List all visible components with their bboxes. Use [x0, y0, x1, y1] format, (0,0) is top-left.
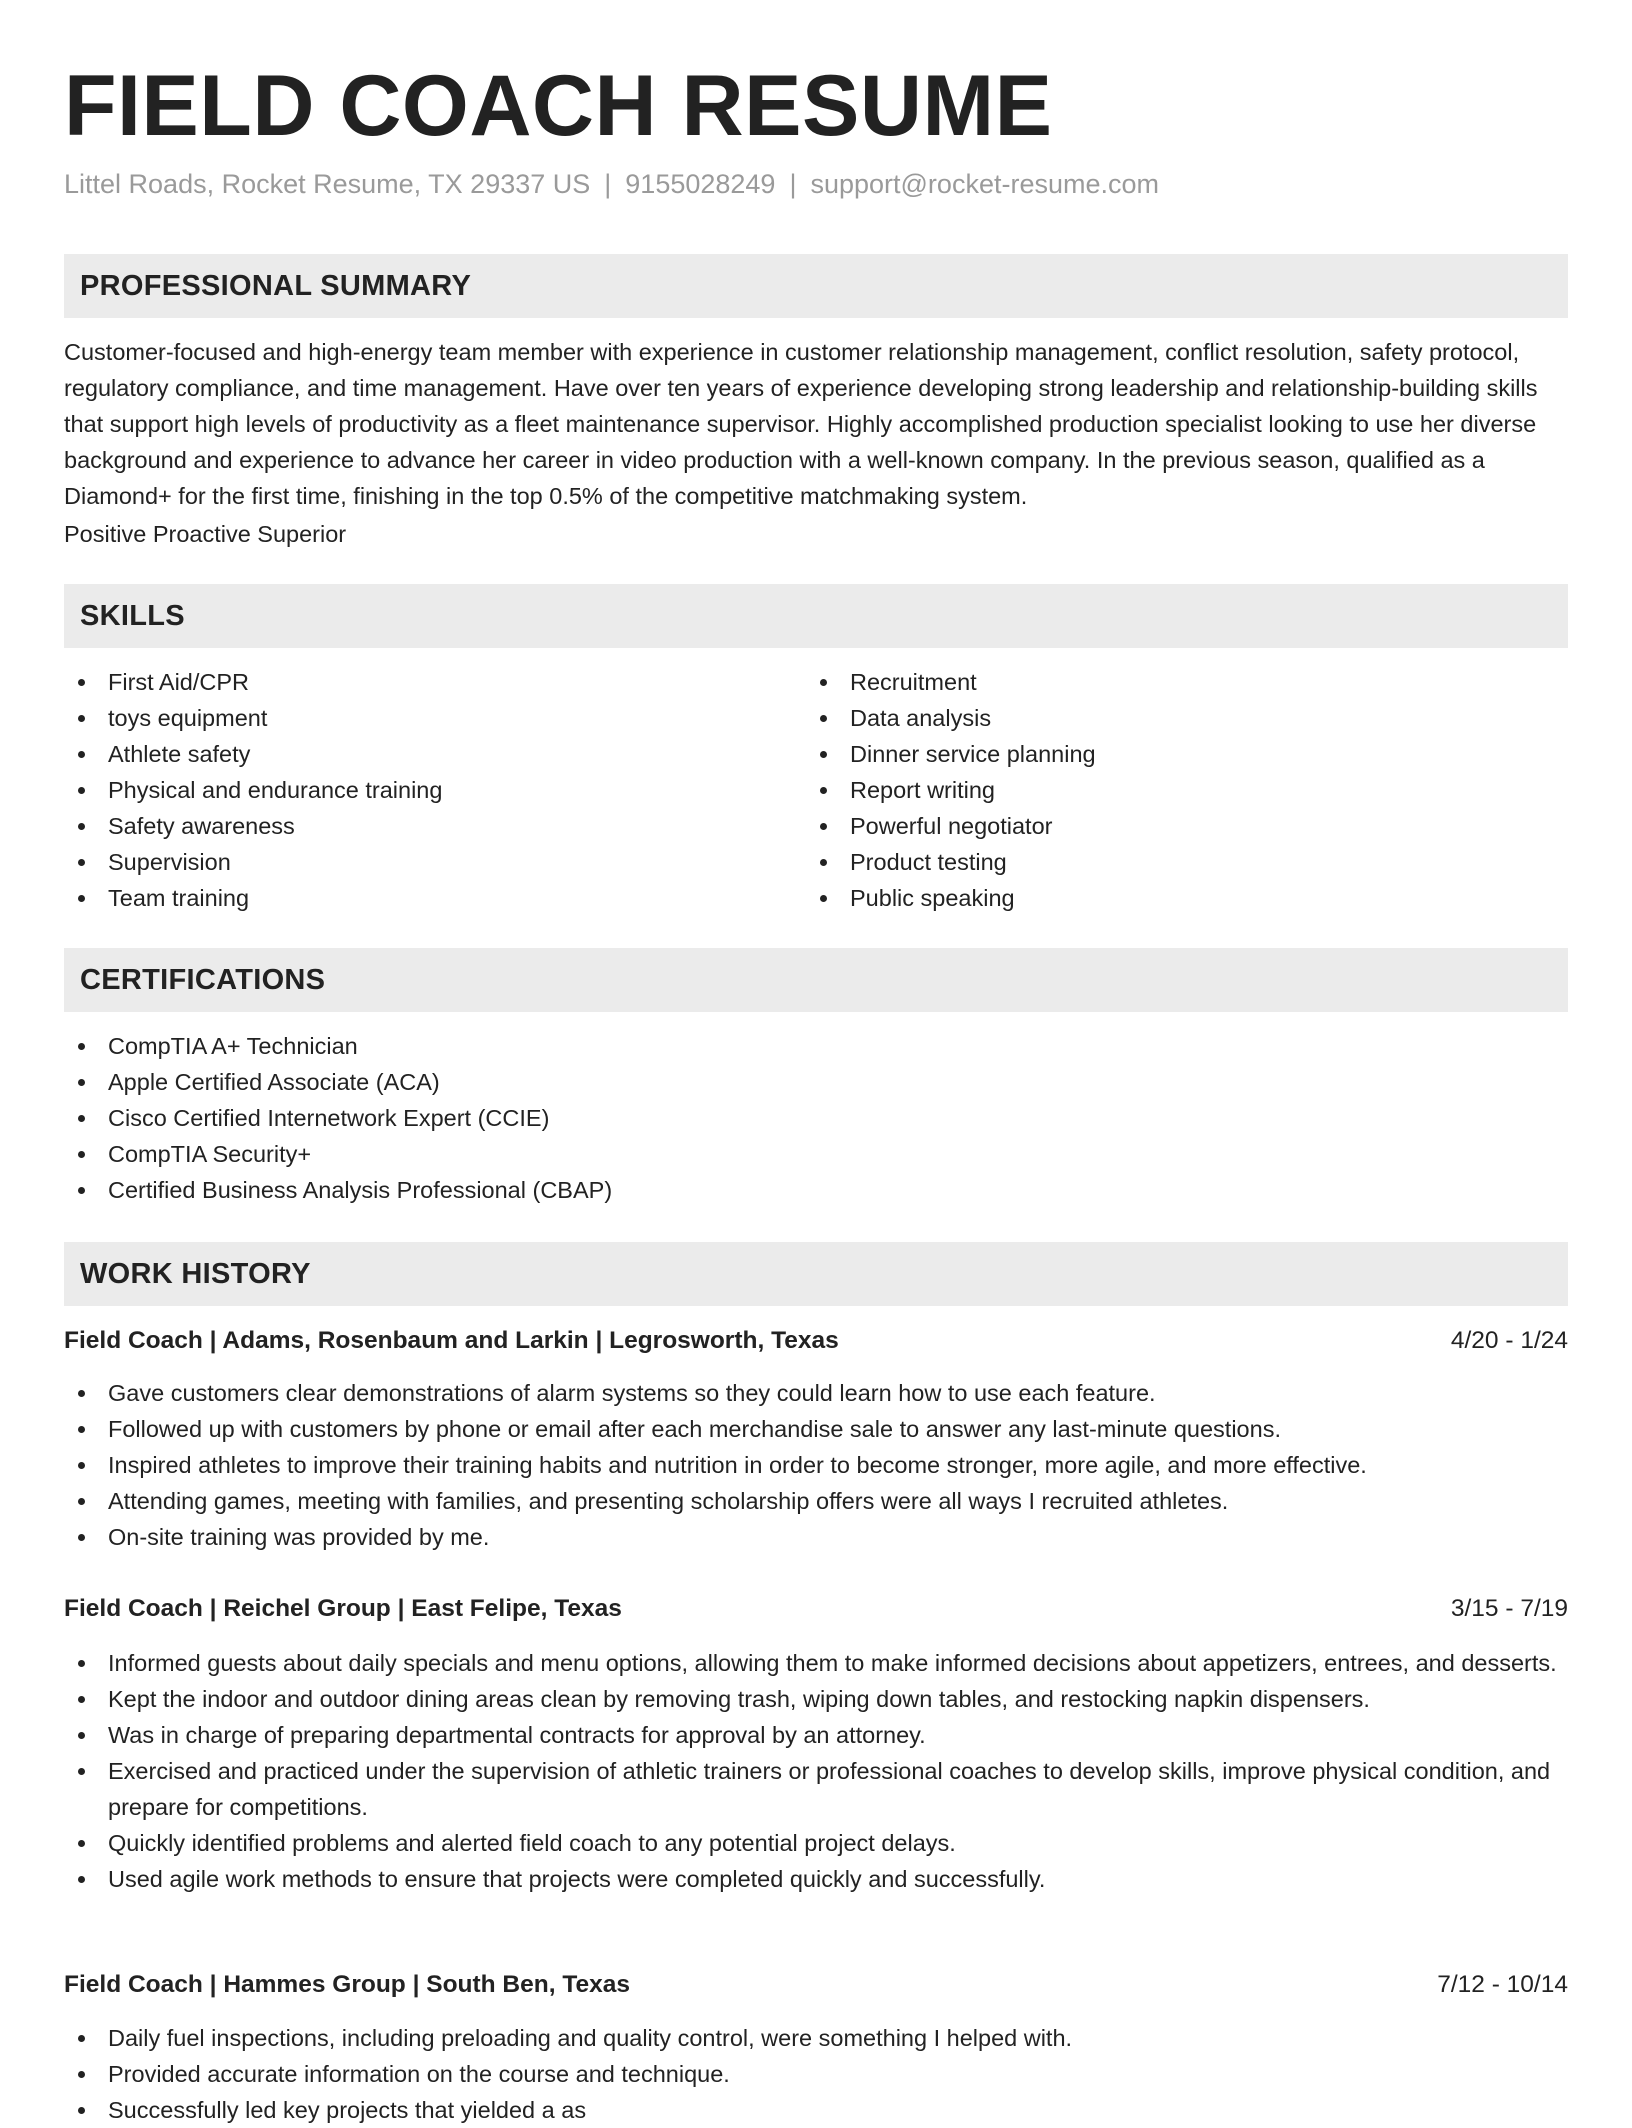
resume-title: FIELD COACH RESUME: [64, 58, 1053, 154]
contact-address: Littel Roads, Rocket Resume, TX 29337 US: [64, 169, 591, 199]
skills-right-column: [806, 664, 1506, 916]
job-bullet: Attending games, meeting with families, and presenting scholarship offers were all ways I recruited athletes.: [64, 1483, 1568, 1519]
skills-left-column: [64, 664, 764, 916]
job-bullet: Daily fuel inspections, including preloading and quality control, were something I helped with.: [64, 2020, 1568, 2056]
summary-tagline: Positive Proactive Superior: [64, 521, 347, 547]
skill-item: First Aid/CPR: [64, 664, 764, 700]
section-header-certifications: [64, 948, 1568, 1012]
section-header-work-history: [64, 1242, 1568, 1306]
skill-item: toys equipment: [64, 700, 764, 736]
job-bullet: Inspired athletes to improve their training habits and nutrition in order to become stronger, more agile, and more effective.: [64, 1447, 1568, 1483]
job-bullet: Kept the indoor and outdoor dining areas clean by removing trash, wiping down tables, and restocking napkin dispensers.: [64, 1681, 1568, 1717]
job-bullet: On-site training was provided by me.: [64, 1519, 1568, 1555]
job-header: [64, 1321, 1568, 1361]
job-bullet: Exercised and practiced under the supervision of athletic trainers or professional coaches to develop skills, improve physical condition, and prepare for competitions.: [64, 1753, 1568, 1825]
summary-text: Customer-focused and high-energy team member with experience in customer relationship management, conflict resolution, safety protocol, regulatory compliance, and time management. Have over ten years of experience developing strong leadership and relationship-building skills that support high levels of productivity as a fleet maintenance supervisor. Highly accomplished production specialist looking to use her diverse background and experience to advance her career in video production with a well-known company. In the previous season, qualified as a Diamond+ for the first time, finishing in the top 0.5% of the competitive matchmaking system.: [64, 339, 1538, 509]
skill-item: Powerful negotiator: [806, 808, 1506, 844]
section-header-summary: [64, 254, 1568, 318]
job-header: [64, 1965, 1568, 2005]
section-header-skills: [64, 584, 1568, 648]
job-header: [64, 1589, 1568, 1629]
job-bullet: Followed up with customers by phone or email after each merchandise sale to answer any last-minute questions.: [64, 1411, 1568, 1447]
skill-item: Public speaking: [806, 880, 1506, 916]
job-bullets: [64, 1645, 1568, 1897]
job-bullet: Gave customers clear demonstrations of alarm systems so they could learn how to use each feature.: [64, 1375, 1568, 1411]
contact-email: support@rocket-resume.com: [810, 169, 1159, 199]
certification-item: CompTIA A+ Technician: [64, 1028, 1568, 1064]
job-bullet: Informed guests about daily specials and menu options, allowing them to make informed decisions about appetizers, entrees, and desserts.: [64, 1645, 1568, 1681]
job-dates: 4/20 - 1/24: [1450, 1327, 1568, 1354]
job-dates: 3/15 - 7/19: [1450, 1595, 1568, 1622]
section-title-work-history: WORK HISTORY: [80, 1257, 311, 1290]
skill-item: Product testing: [806, 844, 1506, 880]
skill-item: Athlete safety: [64, 736, 764, 772]
section-title-skills: SKILLS: [80, 599, 185, 632]
job-bullet: Provided accurate information on the course and technique.: [64, 2056, 1568, 2092]
section-title-summary: PROFESSIONAL SUMMARY: [80, 269, 472, 302]
section-title-certifications: CERTIFICATIONS: [80, 963, 326, 996]
job-bullet: Quickly identified problems and alerted field coach to any potential project delays.: [64, 1825, 1568, 1861]
contact-separator: |: [789, 169, 797, 199]
certification-item: Certified Business Analysis Professional (CBAP): [64, 1172, 1568, 1208]
contact-phone: 9155028249: [625, 169, 776, 199]
job-dates: 7/12 - 10/14: [1437, 1971, 1568, 1998]
certification-item: Apple Certified Associate (ACA): [64, 1064, 1568, 1100]
job-bullet: Successfully led key projects that yielded a as: [64, 2092, 1568, 2128]
skill-item: Recruitment: [806, 664, 1506, 700]
certification-item: Cisco Certified Internetwork Expert (CCIE): [64, 1100, 1568, 1136]
job-bullets: [64, 1375, 1568, 1555]
contact-separator: |: [604, 169, 612, 199]
certification-item: CompTIA Security+: [64, 1136, 1568, 1172]
skill-item: Team training: [64, 880, 764, 916]
job-title: Field Coach | Reichel Group | East Felipe, Texas: [64, 1595, 622, 1622]
certifications-list: [64, 1028, 1568, 1208]
contact-line: [64, 164, 1159, 204]
job-bullet: Used agile work methods to ensure that projects were completed quickly and successfully.: [64, 1861, 1568, 1897]
job-title: Field Coach | Hammes Group | South Ben, Texas: [64, 1971, 630, 1998]
summary-body: [64, 334, 1568, 552]
skill-item: Supervision: [64, 844, 764, 880]
skill-item: Report writing: [806, 772, 1506, 808]
job-bullet: Was in charge of preparing departmental contracts for approval by an attorney.: [64, 1717, 1568, 1753]
skill-item: Data analysis: [806, 700, 1506, 736]
skill-item: Physical and endurance training: [64, 772, 764, 808]
job-title: Field Coach | Adams, Rosenbaum and Larkin | Legrosworth, Texas: [64, 1327, 839, 1354]
skill-item: Safety awareness: [64, 808, 764, 844]
skill-item: Dinner service planning: [806, 736, 1506, 772]
